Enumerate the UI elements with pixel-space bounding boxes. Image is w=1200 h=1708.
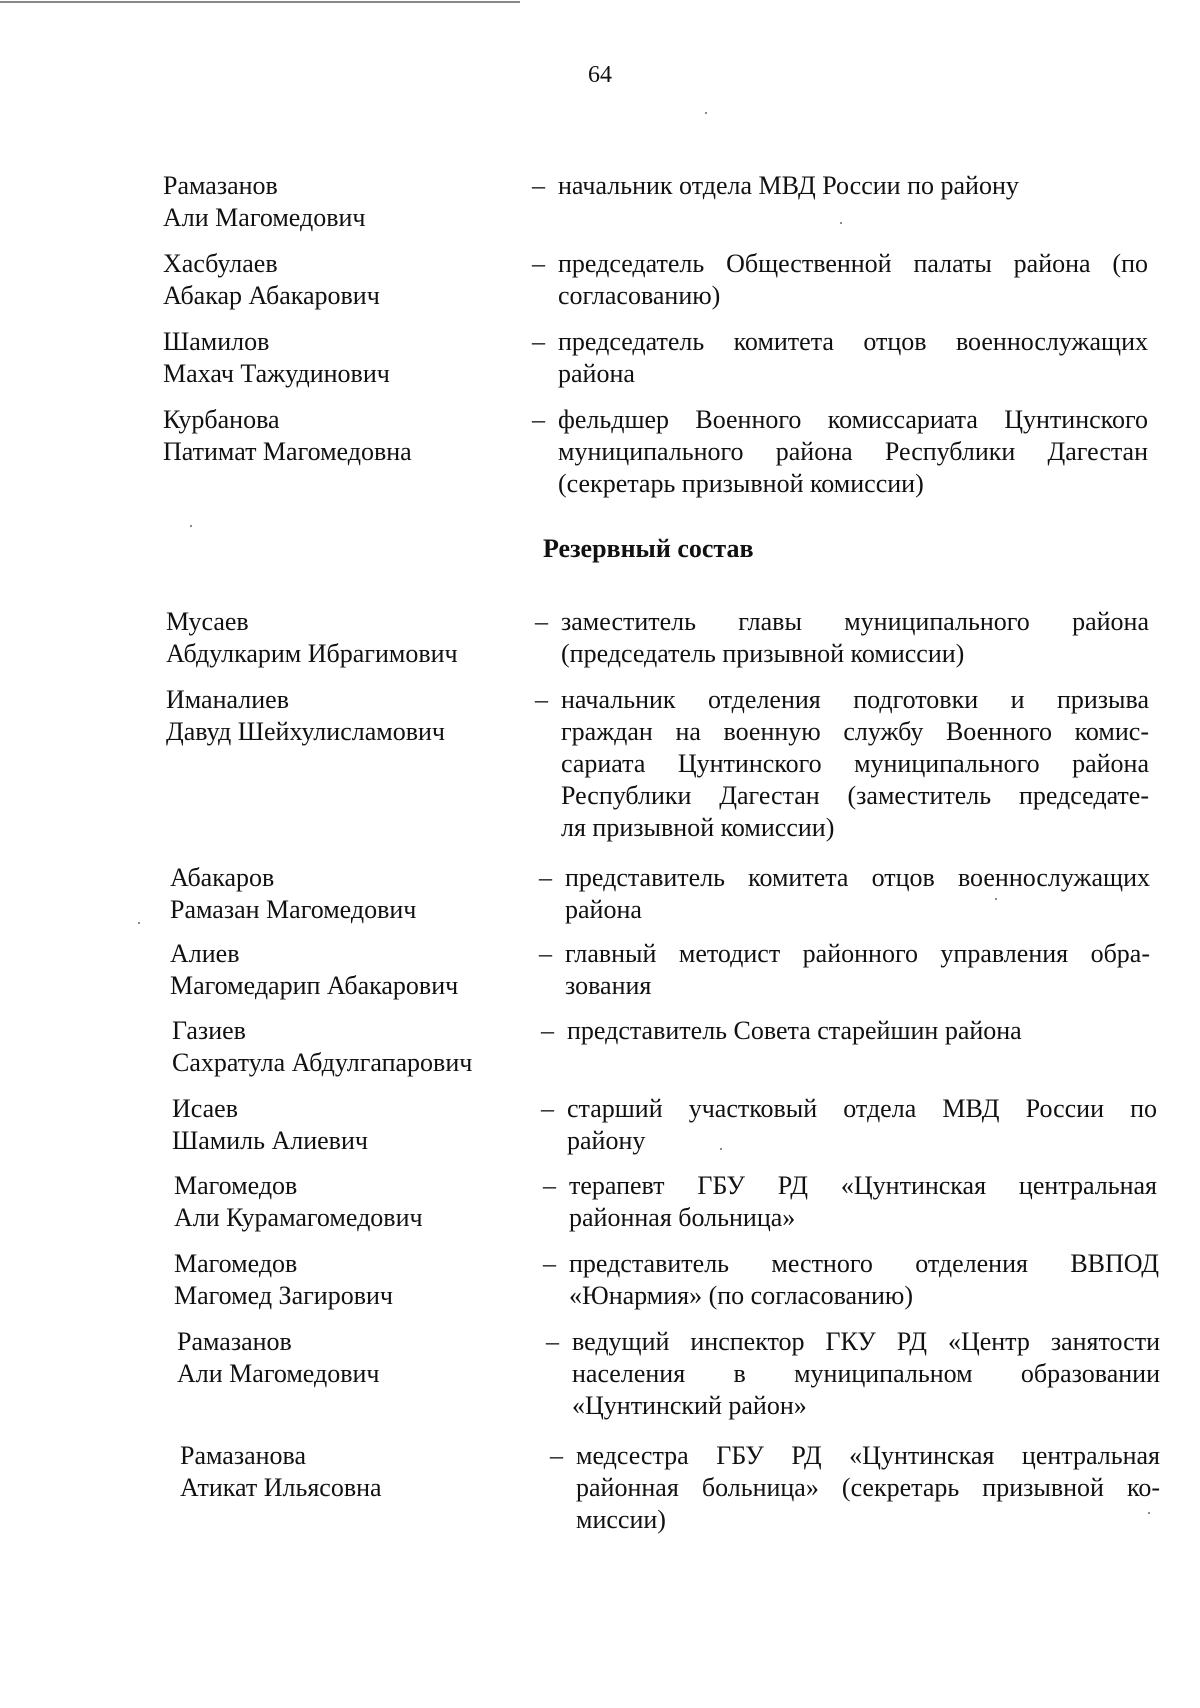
role-line: «Цунтинский район» <box>572 1391 807 1420</box>
member-role <box>572 1326 1160 1422</box>
role-line: Республики Дагестан (заместитель председате- <box>561 781 1149 810</box>
role-line: зования <box>565 971 652 1000</box>
dash-separator: – <box>541 1094 554 1123</box>
member-role <box>561 606 1149 670</box>
member-role <box>567 1015 1150 1047</box>
member-name <box>174 1170 423 1234</box>
member-surname: Рамазанова <box>180 1441 307 1470</box>
dash-separator: – <box>546 1327 559 1356</box>
member-role <box>565 938 1150 1002</box>
member-role <box>567 1093 1157 1157</box>
role-line: населения в муниципальном образовании <box>572 1359 1160 1388</box>
role-line: (председатель призывной комиссии) <box>561 639 965 668</box>
role-line: медсестра ГБУ РД «Цунтинская центральная <box>576 1441 1160 1470</box>
role-line: ведущий инспектор ГКУ РД «Центр занятости <box>572 1327 1160 1356</box>
role-line: районная больница» <box>569 1203 796 1232</box>
member-name <box>174 1248 393 1312</box>
member-surname: Курбанова <box>163 405 280 434</box>
role-line: начальник отделения подготовки и призыва <box>561 685 1149 714</box>
member-given-names: Али Курамагомедович <box>174 1203 423 1232</box>
member-name <box>163 248 380 312</box>
member-given-names: Абдулкарим Ибрагимович <box>166 639 458 668</box>
member-given-names: Рамазан Магомедович <box>170 895 417 924</box>
role-line: главный методист районного управления обра- <box>565 939 1150 968</box>
role-line: старший участковый отдела МВД России по <box>567 1094 1157 1123</box>
member-given-names: Патимат Магомедовна <box>163 437 412 466</box>
member-surname: Алиев <box>170 939 240 968</box>
scan-speck <box>995 898 997 900</box>
role-line: района <box>565 895 642 924</box>
role-line: фельдшер Военного комиссариата Цунтинского <box>558 405 1148 434</box>
member-given-names: Давуд Шейхулисламович <box>166 717 445 746</box>
scan-speck <box>840 222 842 224</box>
member-surname: Рамазанов <box>177 1327 292 1356</box>
scan-edge-line <box>0 1 520 3</box>
scan-speck <box>190 525 192 527</box>
member-surname: Иманалиев <box>166 685 289 714</box>
member-role <box>569 1248 1159 1312</box>
scan-speck <box>138 922 140 924</box>
member-name <box>166 606 458 670</box>
member-name <box>170 938 458 1002</box>
member-name <box>180 1440 382 1504</box>
page-number: 64 <box>588 62 612 88</box>
member-role <box>558 248 1148 312</box>
member-surname: Рамазанов <box>163 171 278 200</box>
member-surname: Шамилов <box>163 327 270 356</box>
scan-speck <box>720 1148 722 1150</box>
member-given-names: Магомедарип Абакарович <box>170 971 459 1000</box>
member-given-names: Абакар Абакарович <box>163 281 380 310</box>
dash-separator: – <box>541 1016 554 1045</box>
member-role <box>569 1170 1157 1234</box>
role-line: «Юнармия» (по согласованию) <box>569 1281 914 1310</box>
role-line: начальник отдела МВД России по району <box>558 171 1019 200</box>
dash-separator: – <box>532 171 545 200</box>
role-line: председатель комитета отцов военнослужащих <box>558 327 1148 356</box>
dash-separator: – <box>539 863 552 892</box>
member-given-names: Али Магомедович <box>163 203 366 232</box>
member-name <box>172 1093 368 1157</box>
role-line: согласованию) <box>558 281 721 310</box>
member-name <box>166 684 445 748</box>
section-title-reserve: Резервный состав <box>543 534 754 563</box>
member-role <box>561 684 1149 844</box>
role-line: граждан на военную службу Военного комис- <box>561 717 1149 746</box>
member-name <box>170 862 416 926</box>
dash-separator: – <box>535 685 548 714</box>
member-surname: Магомедов <box>174 1249 298 1278</box>
member-name <box>172 1015 472 1079</box>
member-surname: Абакаров <box>170 863 275 892</box>
member-surname: Мусаев <box>166 607 249 636</box>
role-line: заместитель главы муниципального района <box>561 607 1149 636</box>
member-surname: Газиев <box>172 1016 246 1045</box>
member-role <box>558 404 1148 500</box>
role-line: районная больница» (секретарь призывной ко- <box>576 1473 1160 1502</box>
member-given-names: Магомед Загирович <box>174 1281 393 1310</box>
dash-separator: – <box>543 1171 556 1200</box>
dash-separator: – <box>543 1249 556 1278</box>
dash-separator: – <box>539 939 552 968</box>
member-given-names: Атикат Ильясовна <box>180 1473 382 1502</box>
role-line: терапевт ГБУ РД «Цунтинская центральная <box>569 1171 1157 1200</box>
member-role <box>558 170 1148 202</box>
member-name <box>163 404 412 468</box>
role-line: ля призывной комиссии) <box>561 813 835 842</box>
role-line: представитель Совета старейшин района <box>567 1016 1022 1045</box>
member-name <box>163 326 390 390</box>
role-line: району <box>567 1126 646 1155</box>
role-line: председатель Общественной палаты района (по <box>558 249 1148 278</box>
member-role <box>565 862 1150 926</box>
member-given-names: Сахратула Абдулгапарович <box>172 1048 473 1077</box>
role-line: миссии) <box>576 1505 666 1534</box>
member-surname: Хасбулаев <box>163 249 278 278</box>
role-line: района <box>558 359 635 388</box>
scan-speck <box>1148 1512 1150 1514</box>
member-role <box>558 326 1148 390</box>
dash-separator: – <box>550 1441 563 1470</box>
member-given-names: Махач Тажудинович <box>163 359 390 388</box>
dash-separator: – <box>532 249 545 278</box>
role-line: сариата Цунтинского муниципального района <box>561 749 1149 778</box>
dash-separator: – <box>532 327 545 356</box>
scan-speck <box>705 112 707 114</box>
member-surname: Исаев <box>172 1094 238 1123</box>
role-line: муниципального района Республики Дагестан <box>558 437 1148 466</box>
dash-separator: – <box>535 607 548 636</box>
member-given-names: Шамиль Алиевич <box>172 1126 368 1155</box>
member-name <box>163 170 366 234</box>
member-role <box>576 1440 1160 1536</box>
member-surname: Магомедов <box>174 1171 298 1200</box>
member-name <box>177 1326 380 1390</box>
member-given-names: Али Магомедович <box>177 1359 380 1388</box>
role-line: представитель местного отделения ВВПОД <box>569 1249 1159 1278</box>
dash-separator: – <box>532 405 545 434</box>
role-line: (секретарь призывной комиссии) <box>558 469 924 498</box>
role-line: представитель комитета отцов военнослужащих <box>565 863 1150 892</box>
